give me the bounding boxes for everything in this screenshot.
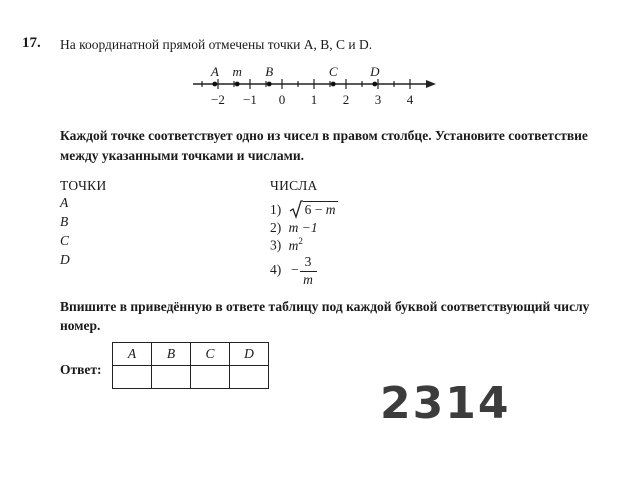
fill-instruction-line-1: Впишите в приведённую в ответе таблицу под каждой буквой соответствующий числу [60, 299, 590, 314]
option-4-label: 4) [270, 262, 282, 277]
option-3-base: m [288, 237, 299, 253]
answer-header-row [113, 343, 269, 366]
answer-cell-b[interactable] [152, 366, 191, 389]
point-label-b: B [265, 64, 274, 79]
numbers-heading: ЧИСЛА [270, 178, 318, 193]
answer-table [112, 342, 269, 389]
option-4-minus: − [291, 262, 299, 277]
tick-label-2: 0 [278, 92, 286, 107]
option-4-denominator: m [303, 272, 313, 287]
sqrt-icon [289, 199, 303, 219]
point-label-d: D [370, 64, 380, 79]
sqrt-radicand: 6 − m [304, 202, 336, 217]
answer-cell-d[interactable] [230, 366, 269, 389]
overlay-answer: 2314 [380, 378, 511, 429]
answer-input-row [113, 366, 269, 389]
point-item-d: D [60, 252, 70, 267]
point-label-a: A [210, 64, 219, 79]
answer-label: Ответ: [60, 362, 102, 377]
point-label-c: C [328, 64, 338, 79]
instruction-line-2: между указанными точками и числами. [60, 148, 304, 163]
point-dot-b [267, 82, 272, 87]
points-heading: ТОЧКИ [60, 178, 107, 193]
point-dot-a [212, 82, 217, 87]
option-2-label: 2) [270, 220, 282, 235]
option-2 [270, 220, 318, 236]
point-item-c: C [60, 233, 70, 248]
arrow-right-icon [426, 80, 436, 88]
option-3-exponent: 2 [298, 236, 303, 246]
option-1 [270, 199, 338, 219]
point-dot-c [331, 82, 336, 87]
tick-label-6: 4 [406, 92, 414, 107]
option-2-expression: m −1 [288, 220, 318, 235]
option-3-label: 3) [270, 237, 282, 253]
point-label-m: m [232, 64, 242, 79]
answer-header-b: B [152, 343, 191, 366]
answer-cell-a[interactable] [113, 366, 152, 389]
answer-cell-c[interactable] [191, 366, 230, 389]
answer-header-d: D [230, 343, 269, 366]
tick-label-3: 1 [310, 92, 318, 107]
tick-label-0: −2 [211, 92, 225, 107]
option-1-label: 1) [270, 202, 282, 217]
point-item-b: B [60, 214, 69, 229]
answer-header-c: C [191, 343, 230, 366]
point-dot-d [372, 82, 377, 87]
answer-header-a: A [113, 343, 152, 366]
point-dot-m [235, 82, 240, 87]
option-4-numerator: 3 [304, 254, 312, 269]
tick-label-1: −1 [243, 92, 257, 107]
fill-instruction-line-2: номер. [60, 318, 101, 333]
task-number: 17. [22, 35, 41, 51]
task-intro: На координатной прямой отмечены точки A, B, C и D. [60, 37, 373, 52]
instruction-line-1: Каждой точке соответствует одно из чисел в правом столбце. Установите соответствие [60, 128, 588, 143]
tick-label-4: 2 [342, 92, 350, 107]
option-3 [270, 236, 303, 254]
tick-label-5: 3 [374, 92, 382, 107]
point-item-a: A [60, 195, 69, 210]
